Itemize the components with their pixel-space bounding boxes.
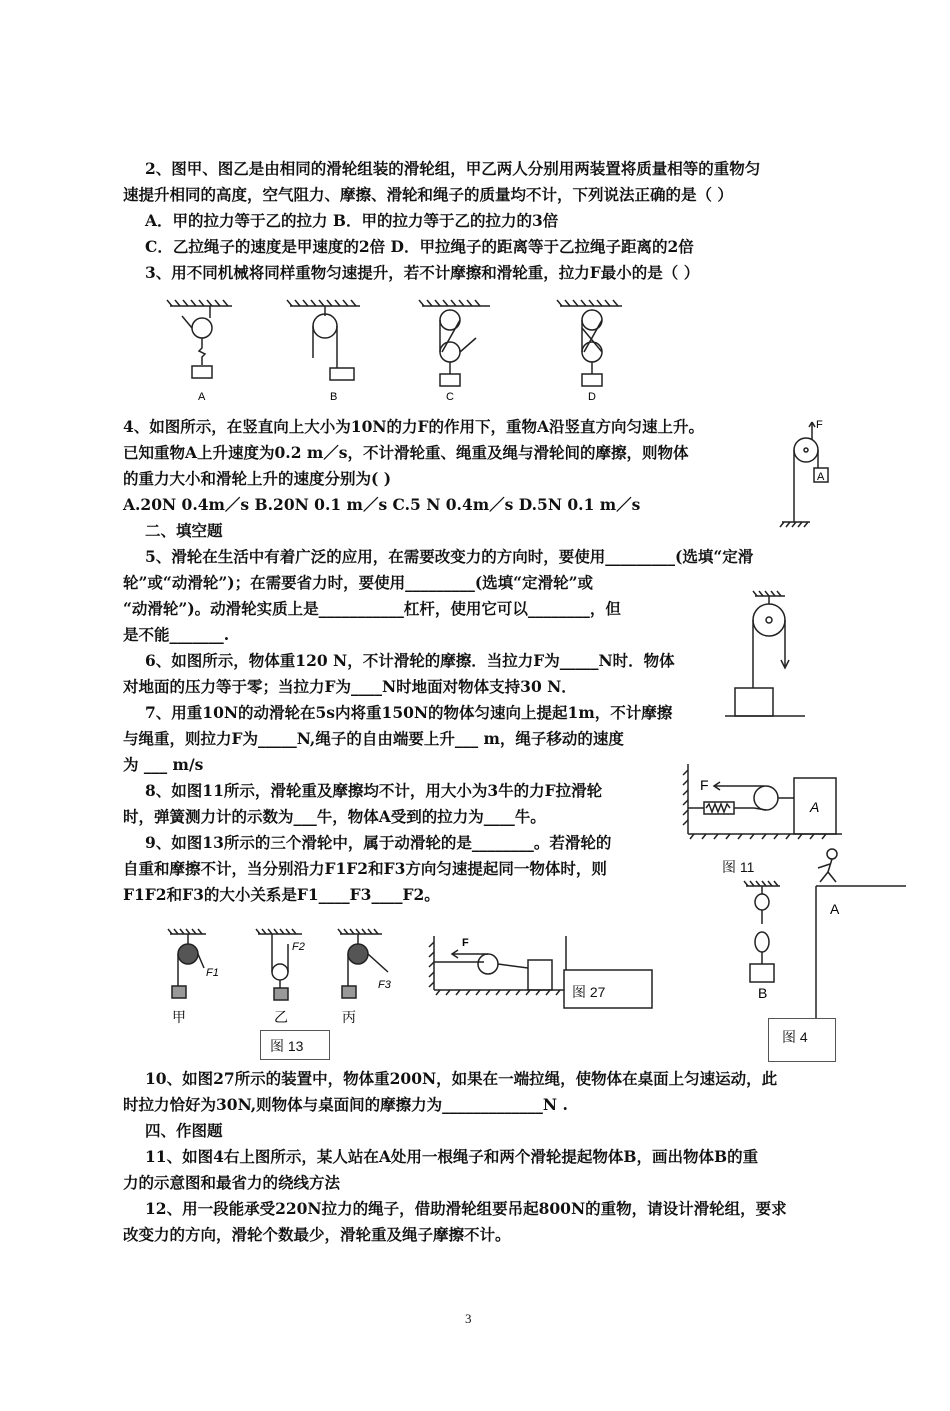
fig13-f2: F2 [292, 941, 305, 953]
q4-weight-label: A [817, 471, 825, 483]
q4-options: A.20N 0.4m／s B.20N 0.1 m／s C.5 N 0.4m／s D.5N 0.1 m／s [123, 495, 641, 514]
section-fill-blank: 二、填空题 [145, 521, 223, 540]
q2-line-1: 2、图甲、图乙是由相同的滑轮组装的滑轮组，甲乙两人分别用两装置将质量相等的重物匀 [145, 159, 761, 178]
figure-4 [740, 846, 910, 1021]
fig13-label-jia: 甲 [172, 1010, 186, 1026]
q4-line-2: 已知重物A上升速度为0.2 m／s，不计滑轮重、绳重及绳与滑轮间的摩擦，则物体 [123, 443, 689, 462]
q4-line-1: 4、如图所示，在竖直向上大小为10N的力F的作用下，重物A沿竖直方向匀速上升。 [123, 417, 705, 436]
fig27-force-label: F [462, 937, 469, 949]
fig13-label-yi: 乙 [274, 1010, 288, 1026]
figure-13 [160, 926, 410, 1026]
fig13-label-bing: 丙 [342, 1010, 356, 1026]
section-drawing: 四、作图题 [145, 1121, 223, 1140]
fig11-caption: 图 11 [722, 859, 755, 875]
fig27-caption: 图 27 [572, 984, 606, 1000]
q3-pulley-figures [160, 296, 640, 406]
fig11-block-label: A [810, 799, 820, 815]
q2-options-cd: C．乙拉绳子的速度是甲速度的2倍 D．甲拉绳子的距离等于乙拉绳子距离的2倍 [145, 237, 694, 256]
q6-fixed-pulley-figure [725, 590, 810, 720]
q10-line-2: 时拉力恰好为30N,则物体与桌面间的摩擦力为_____________N . [123, 1095, 568, 1114]
q2-line-2: 速提升相同的高度，空气阻力、摩擦、滑轮和绳子的质量均不计，下列说法正确的是（ ） [123, 185, 733, 204]
q5-line-1: 5、滑轮在生活中有着广泛的应用，在需要改变力的方向时，要使用_________(选填“定滑 [145, 547, 754, 566]
page-number: 3 [465, 1311, 472, 1326]
q2-options-ab: A．甲的拉力等于乙的拉力 B．甲的拉力等于乙的拉力的3倍 [145, 211, 559, 230]
q9-line-2: 自重和摩擦不计，当分别沿力F1F2和F3方向匀速提起同一物体时，则 [123, 859, 607, 878]
q7-line-1: 7、用重10N的动滑轮在5s内将重150N的物体匀速向上提起1m，不计摩擦 [145, 703, 673, 722]
q3-label-a: A [198, 391, 206, 403]
q3-label-c: C [446, 391, 454, 403]
q8-line-2: 时，弹簧测力计的示数为___牛，物体A受到的拉力为____牛。 [123, 807, 546, 826]
fig4-label-b: B [758, 985, 768, 1001]
q11-line-1: 11、如图4右上图所示，某人站在A处用一根绳子和两个滑轮提起物体B，画出物体B的重 [145, 1147, 759, 1166]
q10-line-1: 10、如图27所示的装置中，物体重200N，如果在一端拉绳，使物体在桌面上匀速运动，此 [145, 1069, 778, 1088]
q4-movable-pulley-figure [770, 414, 840, 532]
q11-line-2: 力的示意图和最省力的绕线方法 [123, 1173, 341, 1192]
q4-line-3: 的重力大小和滑轮上升的速度分别为( ) [123, 469, 392, 488]
q12-line-2: 改变力的方向，滑轮个数最少，滑轮重及绳子摩擦不计。 [123, 1225, 511, 1244]
q12-line-1: 12、用一段能承受220N拉力的绳子，借助滑轮组要吊起800N的重物，请设计滑轮组，要求 [145, 1199, 787, 1218]
fig13-f3: F3 [378, 979, 391, 991]
q9-line-1: 9、如图13所示的三个滑轮中，属于动滑轮的是________。若滑轮的 [145, 833, 612, 852]
q4-force-label: F [816, 419, 823, 431]
q5-line-3: “动滑轮”)。动滑轮实质上是___________杠杆，使用它可以________，但 [123, 599, 621, 618]
q3-line: 3、用不同机械将同样重物匀速提升，若不计摩擦和滑轮重，拉力F最小的是（ ） [145, 263, 700, 282]
q7-line-2: 与绳重，则拉力F为_____N,绳子的自由端要上升___ m，绳子移动的速度 [123, 729, 624, 748]
q5-line-2: 轮”或“动滑轮”)；在需要省力时，要使用_________(选填“定滑轮”或 [123, 573, 593, 592]
fig13-f1: F1 [206, 967, 219, 979]
q7-line-3: 为 ___ m/s [123, 755, 204, 774]
figure-27 [428, 932, 658, 1012]
q6-line-2: 对地面的压力等于零；当拉力F为____N时地面对物体支持30 N． [123, 677, 577, 696]
q3-label-b: B [330, 391, 338, 403]
q9-line-3: F1F2和F3的大小关系是F1____F3____F2。 [123, 885, 440, 904]
fig13-caption: 图 13 [270, 1038, 304, 1054]
fig4-label-a: A [830, 901, 840, 917]
q6-line-1: 6、如图所示，物体重120 N，不计滑轮的摩擦．当拉力F为_____N时．物体 [145, 651, 675, 670]
q8-line-1: 8、如图11所示，滑轮重及摩擦均不计，用大小为3牛的力F拉滑轮 [145, 781, 603, 800]
fig11-force-label: F [700, 777, 709, 793]
q5-line-4: 是不能_______. [123, 625, 230, 644]
fig4-caption: 图 4 [782, 1029, 808, 1045]
figure-11 [682, 760, 847, 840]
q3-label-d: D [588, 391, 596, 403]
